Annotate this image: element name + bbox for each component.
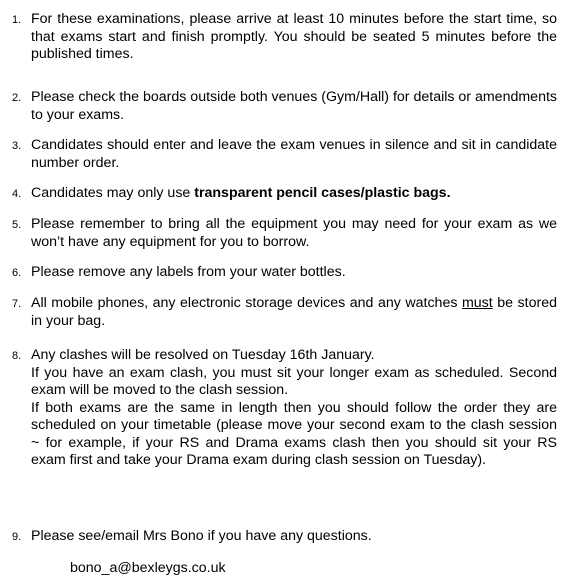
item-text: Please check the boards outside both venues (Gym/Hall) for details or amendments to your exams. (31, 89, 557, 123)
item-text (31, 185, 557, 203)
contact-email[interactable]: bono_a@bexleygs.co.uk (70, 560, 226, 576)
item-text-prefix: Candidates may only use (31, 185, 195, 201)
item-text: Candidates should enter and leave the exam venues in silence and sit in candidate number order. (31, 137, 557, 171)
item-number: 3. (12, 140, 22, 152)
item-line-2: If you have an exam clash, you must sit your longer exam as scheduled. Second exam will be moved to the clash session. (31, 364, 557, 398)
item-text-bold: transparent pencil cases/plastic bags. (194, 185, 451, 201)
item-text: Please remove any labels from your water bottles. (31, 264, 346, 280)
item-number: 1. (12, 14, 22, 26)
item-text (31, 295, 557, 330)
item-text: Please see/email Mrs Bono if you have any questions. (31, 528, 372, 544)
item-line-3: If both exams are the same in length then you should follow the order they are scheduled on your timetable (please move your second exam to the clash session ~ for example, if your RS and Drama exams clash then you should sit your RS exam first and take your Drama exam during clash session on Tuesday). (31, 399, 557, 468)
item-text: For these examinations, please arrive at least 10 minutes before the start time, so that exams start and finish promptly. You should be seated 5 minutes before the published times. (31, 11, 557, 62)
item-number: 8. (12, 350, 22, 362)
item-line-1: Any clashes will be resolved on Tuesday 16th January. (31, 347, 375, 363)
item-text-prefix: All mobile phones, any electronic storage devices and any watches (31, 295, 462, 311)
item-number: 4. (12, 188, 22, 200)
item-number: 2. (12, 92, 22, 104)
item-number: 5. (12, 219, 22, 231)
item-text: Please remember to bring all the equipment you may need for your exam as we won’t have any equipment for you to borrow. (31, 216, 557, 250)
item-number: 7. (12, 298, 22, 310)
item-text-suffix: be stored in your bag. (31, 295, 557, 329)
item-text (31, 347, 557, 470)
item-number: 6. (12, 267, 22, 279)
item-text-underline: must (461, 295, 493, 311)
item-number: 9. (12, 531, 22, 543)
